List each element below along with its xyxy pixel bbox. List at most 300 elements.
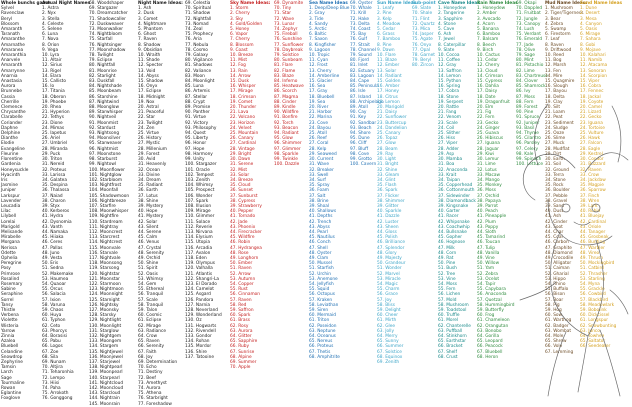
name-entry: 66. Serenity: [138, 344, 165, 350]
name-entry: 21. Hyperion: [42, 110, 70, 116]
name-entry: 73. Amethyst: [138, 380, 167, 386]
name-entry: 116. Starvale: [89, 250, 118, 256]
name-entry: 31. Boa: [438, 162, 455, 168]
column-header: Sun Name Ideas: [377, 1, 417, 6]
name-entry: 14. Mire: [545, 73, 563, 79]
name-entry: 50. Mockingbird: [580, 261, 615, 267]
name-entry: 100. Stargazer: [185, 162, 217, 168]
name-entry: 87. Stellar: [185, 94, 208, 100]
name-entry: 101. Nightglow: [89, 172, 122, 178]
name-entry: Peregrine: [1, 261, 22, 267]
name-entry: 79. Beryl: [412, 58, 432, 64]
name-entry: 94. Moonsilver: [89, 136, 121, 142]
name-entry: Aurora: [1, 84, 16, 90]
name-entry: 64. Towhee: [580, 334, 605, 339]
name-entry: Iris: [1, 177, 8, 183]
name-entry: 34. Stone: [545, 177, 566, 183]
name-entry: 38. Wren: [580, 198, 600, 204]
name-entry: 23. Dione: [42, 120, 63, 126]
name-entry: 2. Dusk: [138, 11, 155, 17]
name-entry: 60. Huya: [42, 313, 62, 319]
name-entry: 46. Hognose: [438, 240, 466, 246]
name-entry: 28. Millenium: [138, 146, 167, 152]
name-entry: 103. Nightfrost: [89, 183, 122, 189]
name-entry: 22. Marina: [309, 115, 332, 121]
name-entry: 36. Boulder: [545, 188, 570, 194]
column-header: Actual Night Names: [42, 1, 91, 6]
column-sky-name-ideas-continued: [274, 1, 308, 168]
name-entry: 99. Nightowl: [89, 162, 117, 168]
name-entry: 77. Moonshadow: [89, 47, 126, 53]
name-entry: 42. Luster: [377, 219, 399, 225]
name-entry: 78. Daybreak: [274, 47, 303, 53]
name-entry: Juniper: [1, 188, 17, 194]
name-entry: 62. Snowbunting: [580, 323, 617, 329]
name-entry: 20. River: [309, 105, 329, 111]
name-entry: Florentine: [1, 157, 23, 163]
name-entry: 110. Stardream: [89, 219, 123, 225]
name-entry: 37. Pebble: [545, 193, 568, 199]
name-entry: 4. Canyon: [580, 21, 602, 27]
name-entry: 86. Ivy: [516, 89, 531, 95]
name-entry: 64. Glitter: [230, 334, 252, 339]
name-entry: 126. Nightsky: [89, 302, 119, 308]
name-entry: 76. Aria: [185, 37, 202, 43]
name-entry: 53. Whimsy: [138, 276, 164, 282]
name-entry: 97. Celery: [516, 146, 538, 152]
name-entry: 68. Equinox: [377, 354, 403, 360]
name-entry: Chrysanthe: [1, 110, 26, 116]
name-entry: 21. Fig: [477, 110, 492, 116]
name-entry: 132. Nightgem: [89, 334, 122, 339]
name-entry: Violette: [1, 318, 18, 324]
name-entry: 59. Butterfly: [477, 307, 504, 313]
name-entry: 11. Blaze: [377, 58, 397, 64]
name-entry: 60. Cheer: [377, 313, 398, 319]
name-entry: 123. El Dorado: [185, 281, 217, 287]
name-entry: 4. Acorn: [477, 21, 495, 27]
name-entry: Amaranthia: [1, 53, 27, 59]
name-entry: 83. Blaze: [274, 73, 294, 79]
name-entry: 33. Gleam: [377, 172, 400, 178]
name-entry: 43. Silent: [138, 224, 159, 230]
name-entry: 51. Catbird: [580, 266, 604, 272]
name-entry: 69. Nunam: [42, 360, 66, 366]
name-entry: 57. Scale: [138, 297, 158, 303]
name-entry: 2. Pine: [377, 11, 392, 17]
name-entry: 15. Glacier: [309, 79, 333, 85]
name-entry: 88. Archipelago: [350, 99, 384, 105]
name-entry: 86. Isle: [350, 89, 366, 95]
name-entry: 62. Orangutan: [477, 323, 509, 329]
name-entry: 41. Depths: [309, 214, 333, 220]
name-entry: 16. Whisper: [230, 84, 256, 90]
name-entry: 20. Thunder: [230, 105, 257, 111]
name-entry: 18. Delta: [545, 94, 565, 100]
name-entry: 52. Tree: [438, 271, 456, 277]
name-entry: 69. Dynamite: [274, 1, 304, 6]
name-entry: 132. Rivendell: [185, 328, 216, 334]
name-entry: 69. Okapi: [516, 1, 537, 6]
name-entry: 48. Glory: [377, 250, 397, 256]
name-entry: 65. Pabu: [42, 339, 61, 345]
name-entry: Amarnathe: [1, 42, 25, 48]
name-entry: 23. Gecko: [477, 120, 499, 126]
name-entry: 12. Sirius: [42, 63, 63, 69]
name-entry: 23. Cove: [309, 120, 329, 126]
name-entry: 42. Solar: [138, 219, 158, 225]
name-entry: 29. Kestrel: [580, 151, 603, 157]
name-entry: 46. Ceres: [42, 240, 63, 246]
name-entry: 55. Charm: [377, 287, 400, 293]
name-entry: Snowdrop: [1, 354, 23, 360]
name-entry: Clemence: [1, 105, 23, 111]
name-entry: 54. Tapir: [477, 281, 496, 287]
name-entry: 18. Crimson: [230, 94, 256, 100]
name-entry: 52. Zebra: [477, 271, 498, 277]
name-entry: 30. Mamba: [438, 157, 463, 163]
name-entry: 21. Fang: [438, 110, 457, 116]
column-header: Sea Name Ideas: [309, 1, 348, 6]
name-entry: 6. Vapor: [230, 32, 248, 38]
name-entry: 45. Calm: [138, 235, 158, 241]
name-entry: 16. Spring: [438, 84, 461, 90]
name-entry: 8. Raven: [545, 42, 564, 48]
name-entry: 32. Shine: [377, 167, 398, 173]
name-entry: 65. Sunny: [377, 339, 399, 345]
name-entry: 22. Venom: [438, 115, 461, 121]
name-entry: 30. Light: [377, 157, 396, 163]
name-entry: 81. Moonrise: [89, 68, 117, 74]
name-entry: Rosalind: [1, 276, 20, 282]
name-entry: 34. Galatea: [42, 177, 67, 183]
name-entry: 21. Harbor: [309, 110, 332, 116]
name-entry: 109. Nightfire: [89, 214, 119, 220]
name-entry: 75. Agate: [412, 37, 433, 43]
name-entry: 16. Cobra: [580, 84, 601, 90]
name-entry: 27. Viper: [438, 141, 458, 147]
name-entry: 24. Dandelion: [377, 125, 407, 131]
name-entry: 72. Wave: [274, 16, 294, 22]
name-entry: 84. Nightshade: [89, 84, 122, 90]
name-entry: 10. Flare: [377, 53, 396, 59]
name-entry: 40. Peach: [477, 209, 498, 215]
name-entry: 80. Zircon: [412, 63, 434, 69]
name-entry: 29. Bright: [230, 151, 252, 157]
name-entry: 60. Mermaid: [309, 313, 336, 319]
name-entry: 78. Channel: [350, 47, 376, 53]
name-entry: 53. Ocelot: [477, 276, 500, 282]
name-entry: 138. Nightpearl: [89, 365, 123, 371]
name-entry: 60. Truffle: [438, 313, 460, 319]
name-entry: 46. Conch: [309, 240, 331, 246]
name-entry: 21. Lizard: [580, 110, 602, 116]
name-entry: 47. Warbler: [580, 245, 605, 251]
name-entry: 81. Pistachio: [516, 63, 544, 69]
name-entry: 55. Grackle: [580, 287, 605, 293]
name-entry: 14. Scorpion: [580, 73, 607, 79]
name-entry: 85. Heatwave: [274, 84, 304, 90]
name-entry: 50. Willow: [477, 261, 500, 267]
name-entry: 82. Estuary: [350, 68, 375, 74]
name-entry: 82. Lime: [516, 68, 535, 74]
name-entry: 6. Bamboo: [477, 32, 501, 38]
name-entry: 36. Foam: [309, 188, 329, 194]
name-entry: 54. Gem: [138, 281, 157, 287]
name-entry: 98. Kale: [516, 151, 534, 157]
name-entry: 84. Clover: [516, 79, 538, 85]
name-entry: 13. Void: [138, 68, 156, 74]
name-entry: 74. Lush: [516, 27, 535, 33]
name-entry: 9. Coast: [230, 47, 248, 53]
name-entry: 96. Honor: [185, 141, 207, 147]
name-entry: Jasmine: [1, 183, 18, 189]
name-entry: Delphine: [1, 131, 21, 137]
name-entry: 105. Shadowmoon: [89, 193, 130, 199]
name-entry: 29. Puck: [42, 151, 61, 157]
name-entry: 22. Fern: [477, 115, 495, 121]
name-entry: 40. Robin: [580, 209, 601, 215]
name-entry: Zinnia: [1, 334, 15, 339]
name-entry: 78. Garnet: [412, 53, 435, 59]
name-entry: 14. Abyss: [138, 73, 159, 79]
name-entry: 12. Specter: [138, 63, 163, 69]
name-entry: 75. Athena: [138, 391, 162, 397]
name-entry: 25. Mountain: [230, 131, 259, 137]
name-entry: 70. Echo: [138, 365, 157, 371]
name-entry: 16. Dahlia: [477, 84, 499, 90]
name-entry: 24. Velvet: [230, 125, 252, 131]
name-entry: 27. Coral: [309, 141, 329, 147]
name-entry: 63. Phorcys: [42, 328, 67, 334]
name-entry: 3. Avocado: [477, 16, 501, 22]
name-entry: 85. Shamrock: [516, 84, 546, 90]
name-entry: 137. Tatooine: [185, 354, 214, 360]
name-entry: 110. Glimmer: [185, 214, 215, 220]
name-entry: 35. Rock: [545, 183, 564, 189]
name-entry: 135. Mordor: [185, 344, 212, 350]
name-entry: 34. Surf: [309, 177, 326, 183]
name-entry: 17. Bayou: [545, 89, 567, 95]
name-entry: 53. Miracle: [377, 276, 401, 282]
name-entry: 3. Sky: [230, 16, 244, 22]
name-entry: 142. Mooncloud: [89, 386, 124, 392]
name-entry: 62. Rosy: [230, 323, 249, 329]
name-entry: Blossom: [1, 21, 20, 27]
name-entry: 69. Oyster: [350, 1, 373, 6]
name-entry: 49. Longhorn: [230, 255, 259, 261]
column-header: Mud Name Ideas:: [545, 1, 588, 6]
name-entry: 1. Leafy: [377, 6, 395, 12]
name-entry: 80. Mint: [516, 58, 534, 64]
name-entry: 25. Vulture: [580, 131, 604, 137]
name-entry: Nerissa: [1, 245, 17, 251]
name-entry: 26. Hawk: [580, 136, 601, 142]
name-entry: 13. Sonoran: [580, 68, 607, 74]
name-entry: 79. Eclipse: [89, 58, 113, 64]
name-entry: 63. Neptune: [309, 328, 336, 334]
name-entry: 59. Siren: [309, 307, 329, 313]
name-entry: Hyacinth: [1, 172, 21, 178]
name-entry: 43. Vanth: [42, 224, 63, 230]
name-entry: 54. Myna: [580, 281, 600, 287]
name-entry: 125. Starnight: [89, 297, 120, 303]
name-entry: 96. Nightmist: [89, 146, 119, 152]
name-entry: 65. Earthstar: [438, 339, 467, 345]
name-entry: 51. Yam: [477, 266, 495, 272]
column-sea-name-ideas-continued: [350, 1, 384, 168]
name-entry: 37. Naiad: [42, 193, 63, 199]
name-entry: 3. Mesa: [580, 16, 597, 22]
name-entry: 67. Shelf: [438, 349, 458, 355]
name-entry: 56. Cowbird: [580, 292, 606, 298]
name-entry: 38. Diamondback: [438, 198, 476, 204]
name-entry: 59. Delight: [377, 307, 401, 313]
name-entry: Larkspur: [1, 193, 20, 199]
name-entry: 64. Mole: [545, 334, 564, 339]
name-entry: 44. Gloss: [377, 229, 397, 235]
name-entry: 95. Starweaver: [89, 141, 122, 147]
name-entry: 90. Wildfire: [274, 110, 299, 116]
name-entry: 4. Gold/Golden: [230, 21, 263, 27]
name-entry: 129. Nightlight: [89, 318, 122, 324]
name-entry: 39. Parrot: [477, 203, 498, 209]
name-entry: 38. Shimmer: [377, 198, 405, 204]
name-entry: 61. Warthog: [545, 318, 572, 324]
name-entry: 68. Amphitrite: [309, 354, 340, 360]
name-entry: 39. Sand: [545, 203, 565, 209]
name-entry: 74. Nightbloom: [89, 32, 123, 38]
name-entry: 82. Valiance: [185, 68, 212, 74]
name-entry: 14. Arrow: [230, 73, 251, 79]
name-entry: 67. Sunrise: [230, 349, 255, 355]
name-entry: 14. Amberline: [309, 73, 340, 79]
name-entry: 38. Shine: [138, 198, 159, 204]
name-entry: Amaranea: [1, 47, 24, 53]
name-entry: 27. Cardinal: [230, 141, 256, 147]
name-entry: 67. Bluebell: [477, 349, 503, 355]
name-entry: Thistle: [1, 307, 16, 313]
name-entry: 107. Starfire: [89, 203, 116, 209]
name-entry: Evangeline: [1, 146, 25, 152]
name-entry: 134. Stargem: [89, 344, 119, 350]
name-entry: 97. Glimmer: [274, 146, 301, 152]
name-entry: 12. Gray: [438, 63, 457, 69]
name-entry: 47. Splendor: [377, 245, 405, 251]
name-entry: 88. Moonglow: [89, 105, 119, 111]
name-entry: 54. Magic: [377, 281, 398, 287]
name-entry: 66. Proteus: [309, 344, 334, 350]
name-entry: 10. Tropic: [309, 53, 330, 59]
name-entry: 75. Arrokoth: [42, 391, 69, 397]
name-entry: 33. Divine: [138, 172, 160, 178]
name-entry: 39. Mystery: [138, 203, 164, 209]
column-header: Sky Name Ideas:: [230, 1, 271, 6]
name-entry: 43. Coachwhip: [438, 224, 470, 230]
name-entry: 115. Utopia: [185, 240, 210, 246]
name-entry: 21. Daisy: [377, 110, 398, 116]
name-entry: 70. Dreamcatcher: [89, 11, 128, 17]
name-entry: 106. Wonder: [185, 193, 213, 199]
name-entry: Mirabelle: [1, 235, 21, 241]
name-entry: 54. Moss: [438, 281, 458, 287]
name-entry: 4. Zebra: [545, 21, 564, 27]
name-entry: 4. Stone: [438, 21, 456, 27]
name-entry: 40. Hope: [138, 209, 158, 215]
name-entry: 1. Dune: [580, 6, 597, 12]
name-entry: 99. Unity: [185, 157, 205, 163]
name-entry: Odette: [1, 250, 16, 256]
name-entry: 70. Altjira: [42, 365, 63, 371]
name-entry: 34. Glint: [377, 177, 396, 183]
name-entry: 19. Clay: [545, 99, 563, 105]
name-entry: 45. Wildfire: [230, 235, 255, 241]
name-entry: 112. Mooncrest: [89, 229, 123, 235]
name-entry: 75. Verdant: [516, 32, 541, 38]
name-entry: 62. Badger: [545, 323, 569, 329]
name-entry: 53. Haumea: [42, 276, 69, 282]
name-entry: 49. Thrush: [580, 255, 603, 261]
name-entry: 131. Hogwarts: [185, 323, 217, 329]
name-entry: 61. Eclipse: [138, 318, 162, 324]
name-entry: 44. Sloth: [477, 229, 497, 235]
name-entry: 84. Cape: [350, 79, 370, 85]
name-entry: 65. Leopard: [477, 339, 503, 345]
name-entry: 68. Alpine: [230, 354, 252, 360]
name-entry: 39. Shoal: [309, 203, 330, 209]
name-entry: 32. Lotus: [477, 167, 497, 173]
name-entry: Lorelai: [1, 219, 16, 225]
name-entry: 98. Sparkle: [274, 151, 299, 157]
name-entry: 139. Moonpearl: [89, 370, 123, 376]
name-entry: 8. Beech: [477, 42, 496, 48]
name-entry: 42. Trench: [309, 219, 332, 225]
name-entry: 69. Slate: [412, 6, 432, 12]
name-entry: 115. Moonvale: [89, 245, 121, 251]
name-entry: 17. Titania: [42, 89, 65, 95]
name-entry: 93. Beacon: [274, 125, 299, 131]
name-entry: 53. Starling: [580, 276, 605, 282]
name-entry: 70. Apple: [230, 365, 251, 371]
name-entry: 123. Nightmoon: [89, 287, 124, 293]
name-entry: 31. Bright: [377, 162, 399, 168]
name-entry: 71. Fruitbat: [516, 11, 541, 17]
name-entry: 10. Cocoa: [438, 53, 460, 59]
name-entry: 23. Horizon: [230, 120, 255, 126]
name-entry: 26. Topaz: [377, 136, 398, 142]
name-entry: 40. Garter: [438, 209, 461, 215]
name-entry: 56. Lichen: [438, 292, 461, 298]
name-entry: 141. Nightcloud: [89, 380, 124, 386]
name-entry: 20. Marigold: [377, 105, 404, 111]
name-entry: Celandine: [1, 349, 23, 355]
name-entry: 96. Shimmer: [274, 141, 302, 147]
name-entry: 71. Shadow: [185, 11, 211, 17]
name-entry: 89. Atoll: [350, 105, 368, 111]
name-entry: 52. Marvel: [377, 271, 400, 277]
name-entry: 28. Miranda: [42, 146, 68, 152]
name-entry: 53. Hippo: [545, 276, 566, 282]
name-entry: 143. Starcloud: [89, 391, 121, 397]
name-entry: 49. Orchid: [138, 255, 161, 261]
name-entry: 104. Whimsy: [185, 183, 214, 189]
name-entry: 55. Fern: [438, 287, 456, 293]
name-entry: 135. Nightjewel: [89, 349, 123, 355]
name-entry: 35. Flash: [377, 183, 397, 189]
name-entry: 7. Sahara: [580, 37, 601, 43]
name-entry: 76. Sunshine: [274, 37, 302, 43]
name-entry: 87. Nightwind: [89, 99, 119, 105]
